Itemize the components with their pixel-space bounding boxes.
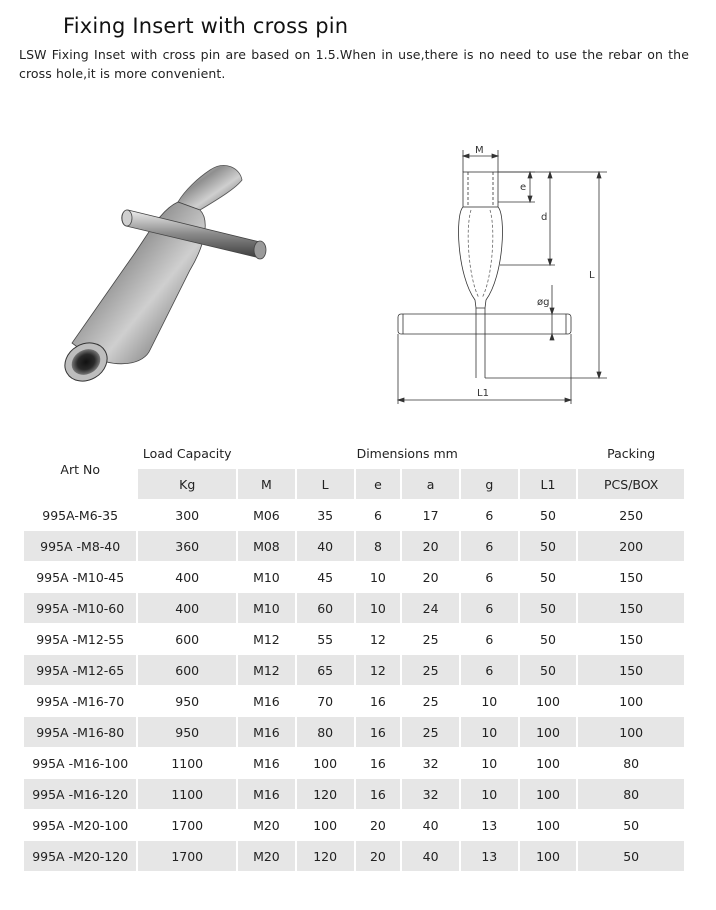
table-row [24,748,684,778]
cell-m: M16 [238,686,295,716]
cell-m: M10 [238,562,295,592]
cell-l1: 100 [520,717,577,747]
cell-a: 20 [402,562,459,592]
cell-load-capacity: 950 [138,717,236,747]
cell-load-capacity: 300 [138,500,236,530]
spec-table [22,438,686,872]
cell-pcs-box: 150 [578,624,684,654]
cell-l1: 50 [520,593,577,623]
cell-art-no: 995A -M12-65 [24,655,136,685]
cell-a: 32 [402,748,459,778]
subheader-e: e [356,469,401,499]
cell-art-no: 995A -M12-55 [24,624,136,654]
table-row [24,655,684,685]
table-row [24,810,684,840]
cell-e: 16 [356,717,401,747]
spec-table-body [24,500,684,871]
cell-pcs-box: 100 [578,686,684,716]
cell-e: 16 [356,686,401,716]
cell-a: 17 [402,500,459,530]
subheader-a: a [402,469,459,499]
cell-l: 65 [297,655,354,685]
cell-pcs-box: 50 [578,841,684,871]
cell-art-no: 995A -M10-45 [24,562,136,592]
cell-e: 16 [356,779,401,809]
cell-e: 16 [356,748,401,778]
cell-load-capacity: 360 [138,531,236,561]
cell-m: M16 [238,748,295,778]
page-title: Fixing Insert with cross pin [63,14,349,38]
cell-a: 25 [402,624,459,654]
cell-load-capacity: 1700 [138,841,236,871]
cell-load-capacity: 600 [138,624,236,654]
dim-label-d: d [541,212,548,223]
table-row [24,686,684,716]
table-row [24,717,684,747]
cell-m: M16 [238,717,295,747]
cell-m: M12 [238,624,295,654]
cell-art-no: 995A -M16-70 [24,686,136,716]
cell-load-capacity: 600 [138,655,236,685]
cell-art-no: 995A-M6-35 [24,500,136,530]
product-description: LSW Fixing Inset with cross pin are based on 1.5.When in use,there is no need to use the rebar on the cross hole,it is more convenient. [19,47,689,81]
cell-m: M16 [238,779,295,809]
cell-l: 80 [297,717,354,747]
cell-l: 55 [297,624,354,654]
subheader-l1: L1 [520,469,577,499]
subheader-pcs-box: PCS/BOX [578,469,684,499]
dim-label-e: e [520,182,527,193]
header-packing: Packing [578,439,684,468]
table-row [24,624,684,654]
cell-pcs-box: 250 [578,500,684,530]
cell-art-no: 995A -M16-120 [24,779,136,809]
header-art-no: Art No [24,439,136,499]
cell-g: 6 [461,655,518,685]
cell-a: 25 [402,686,459,716]
cell-pcs-box: 150 [578,593,684,623]
cell-load-capacity: 1700 [138,810,236,840]
subheader-l: L [297,469,354,499]
cell-e: 20 [356,810,401,840]
cell-a: 40 [402,810,459,840]
cell-load-capacity: 1100 [138,779,236,809]
cell-art-no: 995A -M20-120 [24,841,136,871]
cell-m: M08 [238,531,295,561]
cell-a: 25 [402,717,459,747]
cell-l1: 100 [520,686,577,716]
cell-load-capacity: 400 [138,593,236,623]
cell-e: 8 [356,531,401,561]
header-load-capacity: Load Capacity [138,439,236,468]
cell-l: 40 [297,531,354,561]
cell-e: 12 [356,624,401,654]
cell-g: 6 [461,562,518,592]
cell-m: M12 [238,655,295,685]
cell-l: 60 [297,593,354,623]
cell-pcs-box: 80 [578,779,684,809]
cell-g: 6 [461,531,518,561]
cell-e: 10 [356,562,401,592]
cell-g: 10 [461,717,518,747]
table-row [24,500,684,530]
dim-label-m: M [475,145,484,156]
cell-l1: 50 [520,655,577,685]
cell-pcs-box: 200 [578,531,684,561]
cell-g: 13 [461,810,518,840]
dim-label-l1: L1 [477,388,489,399]
cell-l: 120 [297,841,354,871]
cell-art-no: 995A -M8-40 [24,531,136,561]
cell-l1: 100 [520,779,577,809]
cell-load-capacity: 950 [138,686,236,716]
subheader-m: M [238,469,295,499]
cell-e: 20 [356,841,401,871]
cell-l: 35 [297,500,354,530]
cell-pcs-box: 150 [578,562,684,592]
cell-g: 10 [461,748,518,778]
cell-art-no: 995A -M10-60 [24,593,136,623]
cell-e: 10 [356,593,401,623]
cell-l1: 100 [520,810,577,840]
cell-pcs-box: 150 [578,655,684,685]
cell-l1: 100 [520,841,577,871]
subheader-kg: Kg [138,469,236,499]
cell-e: 6 [356,500,401,530]
table-row [24,841,684,871]
cell-l: 120 [297,779,354,809]
cell-pcs-box: 100 [578,717,684,747]
cell-g: 13 [461,841,518,871]
cell-m: M20 [238,810,295,840]
cell-g: 10 [461,686,518,716]
header-dimensions: Dimensions mm [238,439,576,468]
cell-g: 6 [461,500,518,530]
table-row [24,562,684,592]
cell-e: 12 [356,655,401,685]
cell-l1: 50 [520,500,577,530]
cell-load-capacity: 400 [138,562,236,592]
cell-art-no: 995A -M16-100 [24,748,136,778]
cell-g: 6 [461,593,518,623]
cell-m: M20 [238,841,295,871]
table-row [24,593,684,623]
cell-g: 6 [461,624,518,654]
cell-a: 32 [402,779,459,809]
cell-a: 40 [402,841,459,871]
cell-a: 25 [402,655,459,685]
cell-l1: 50 [520,562,577,592]
cell-a: 20 [402,531,459,561]
product-photo [60,150,280,400]
cell-l: 45 [297,562,354,592]
technical-drawing [385,140,615,410]
cell-pcs-box: 50 [578,810,684,840]
dim-label-g: øg [537,297,550,308]
cell-pcs-box: 80 [578,748,684,778]
cell-m: M06 [238,500,295,530]
cell-art-no: 995A -M20-100 [24,810,136,840]
cell-art-no: 995A -M16-80 [24,717,136,747]
cell-m: M10 [238,593,295,623]
cell-l: 100 [297,748,354,778]
cell-load-capacity: 1100 [138,748,236,778]
cell-g: 10 [461,779,518,809]
dim-label-l: L [589,270,595,281]
subheader-g: g [461,469,518,499]
cell-l1: 50 [520,531,577,561]
cell-l: 100 [297,810,354,840]
cell-a: 24 [402,593,459,623]
cell-l: 70 [297,686,354,716]
cell-l1: 100 [520,748,577,778]
table-row [24,779,684,809]
table-row [24,531,684,561]
cell-l1: 50 [520,624,577,654]
